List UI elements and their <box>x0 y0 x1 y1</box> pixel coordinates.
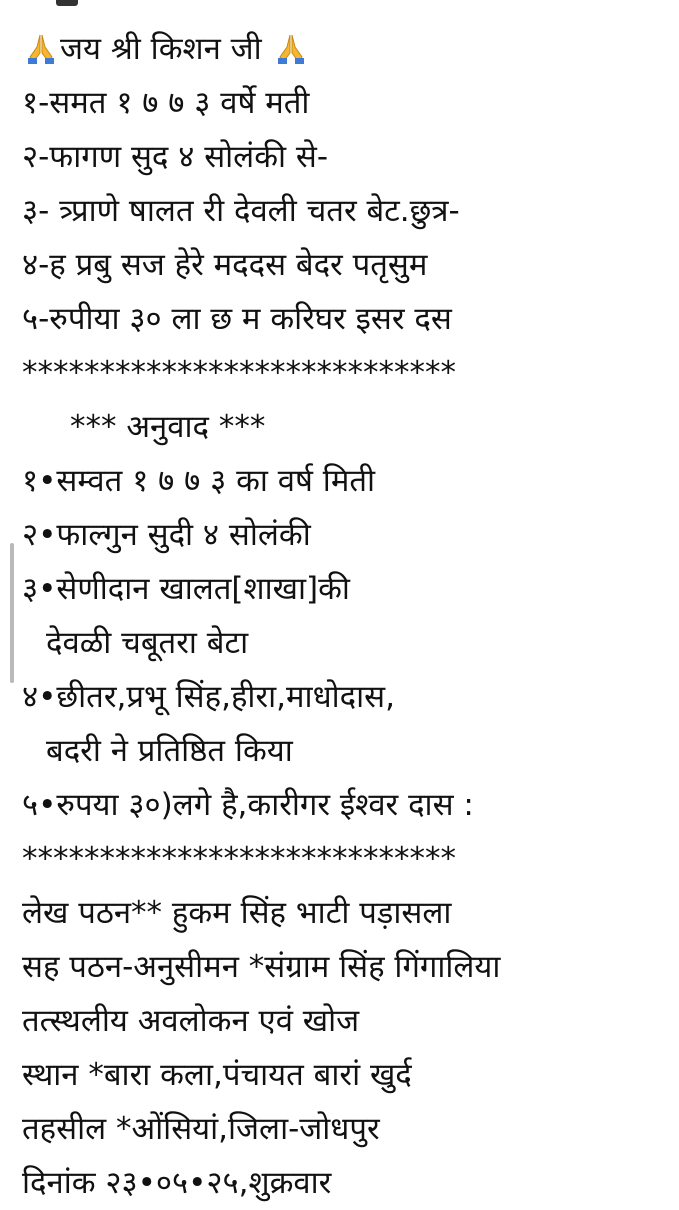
note-line: ३- त्र्प्राणे षालत री देवली चतर बेट.छुत्र- <box>22 193 460 229</box>
note-line: दिनांक २३•०५•२५,शुक्रवार <box>22 1165 332 1201</box>
note-line: २-फागण सुद ४ सोलंकी से- <box>22 139 329 175</box>
title-text: जय श्री किशन जी <box>60 31 262 67</box>
note-line: ५-रुपीया ३० ला छ म करिघर इसर दस <box>22 301 452 337</box>
scrollbar[interactable] <box>10 543 14 683</box>
section-heading: *** अनुवाद *** <box>70 409 266 445</box>
status-notch <box>56 0 78 6</box>
note-line: १•सम्वत १ ७ ७ ३ का वर्ष मिती <box>22 463 376 499</box>
separator-line: **************************** <box>22 355 456 391</box>
note-line: सह पठन-अनुसीमन *संग्राम सिंह गिंगालिया <box>22 949 501 985</box>
note-line: तत्स्थलीय अवलोकन एवं खोज <box>22 1003 360 1039</box>
note-line: ३•सेणीदान खालत[शाखा]की <box>22 571 350 607</box>
note-line: ४•छीतर,प्रभू सिंह,हीरा,माधोदास, <box>22 679 395 715</box>
note-line: १-समत १ ७ ७ ३ वर्षे मती <box>22 85 310 121</box>
note-line: बदरी ने प्रतिष्ठित किया <box>46 733 293 769</box>
note-line: २•फाल्गुन सुदी ४ सोलंकी <box>22 517 311 553</box>
note-line: स्थान *बारा कला,पंचायत बारां खुर्द <box>22 1057 412 1093</box>
note-text-area <box>22 22 672 1210</box>
note-line: देवळी चबूतरा बेटा <box>46 625 249 661</box>
folded-hands-icon <box>274 31 308 65</box>
note-line-title <box>22 22 672 76</box>
note-line: ५•रुपया ३०)लगे है,कारीगर ईश्वर दास : <box>22 787 474 823</box>
note-line: ४-ह प्रबु सज हेरे मददस बेदर पतृसुम <box>22 247 428 283</box>
folded-hands-icon <box>24 31 58 65</box>
separator-line: **************************** <box>22 841 456 877</box>
note-line: लेख पठन** हुकम सिंह भाटी पड़ासला <box>22 895 452 931</box>
note-line: तहसील *ओंसियां,जिला-जोधपुर <box>22 1111 380 1147</box>
